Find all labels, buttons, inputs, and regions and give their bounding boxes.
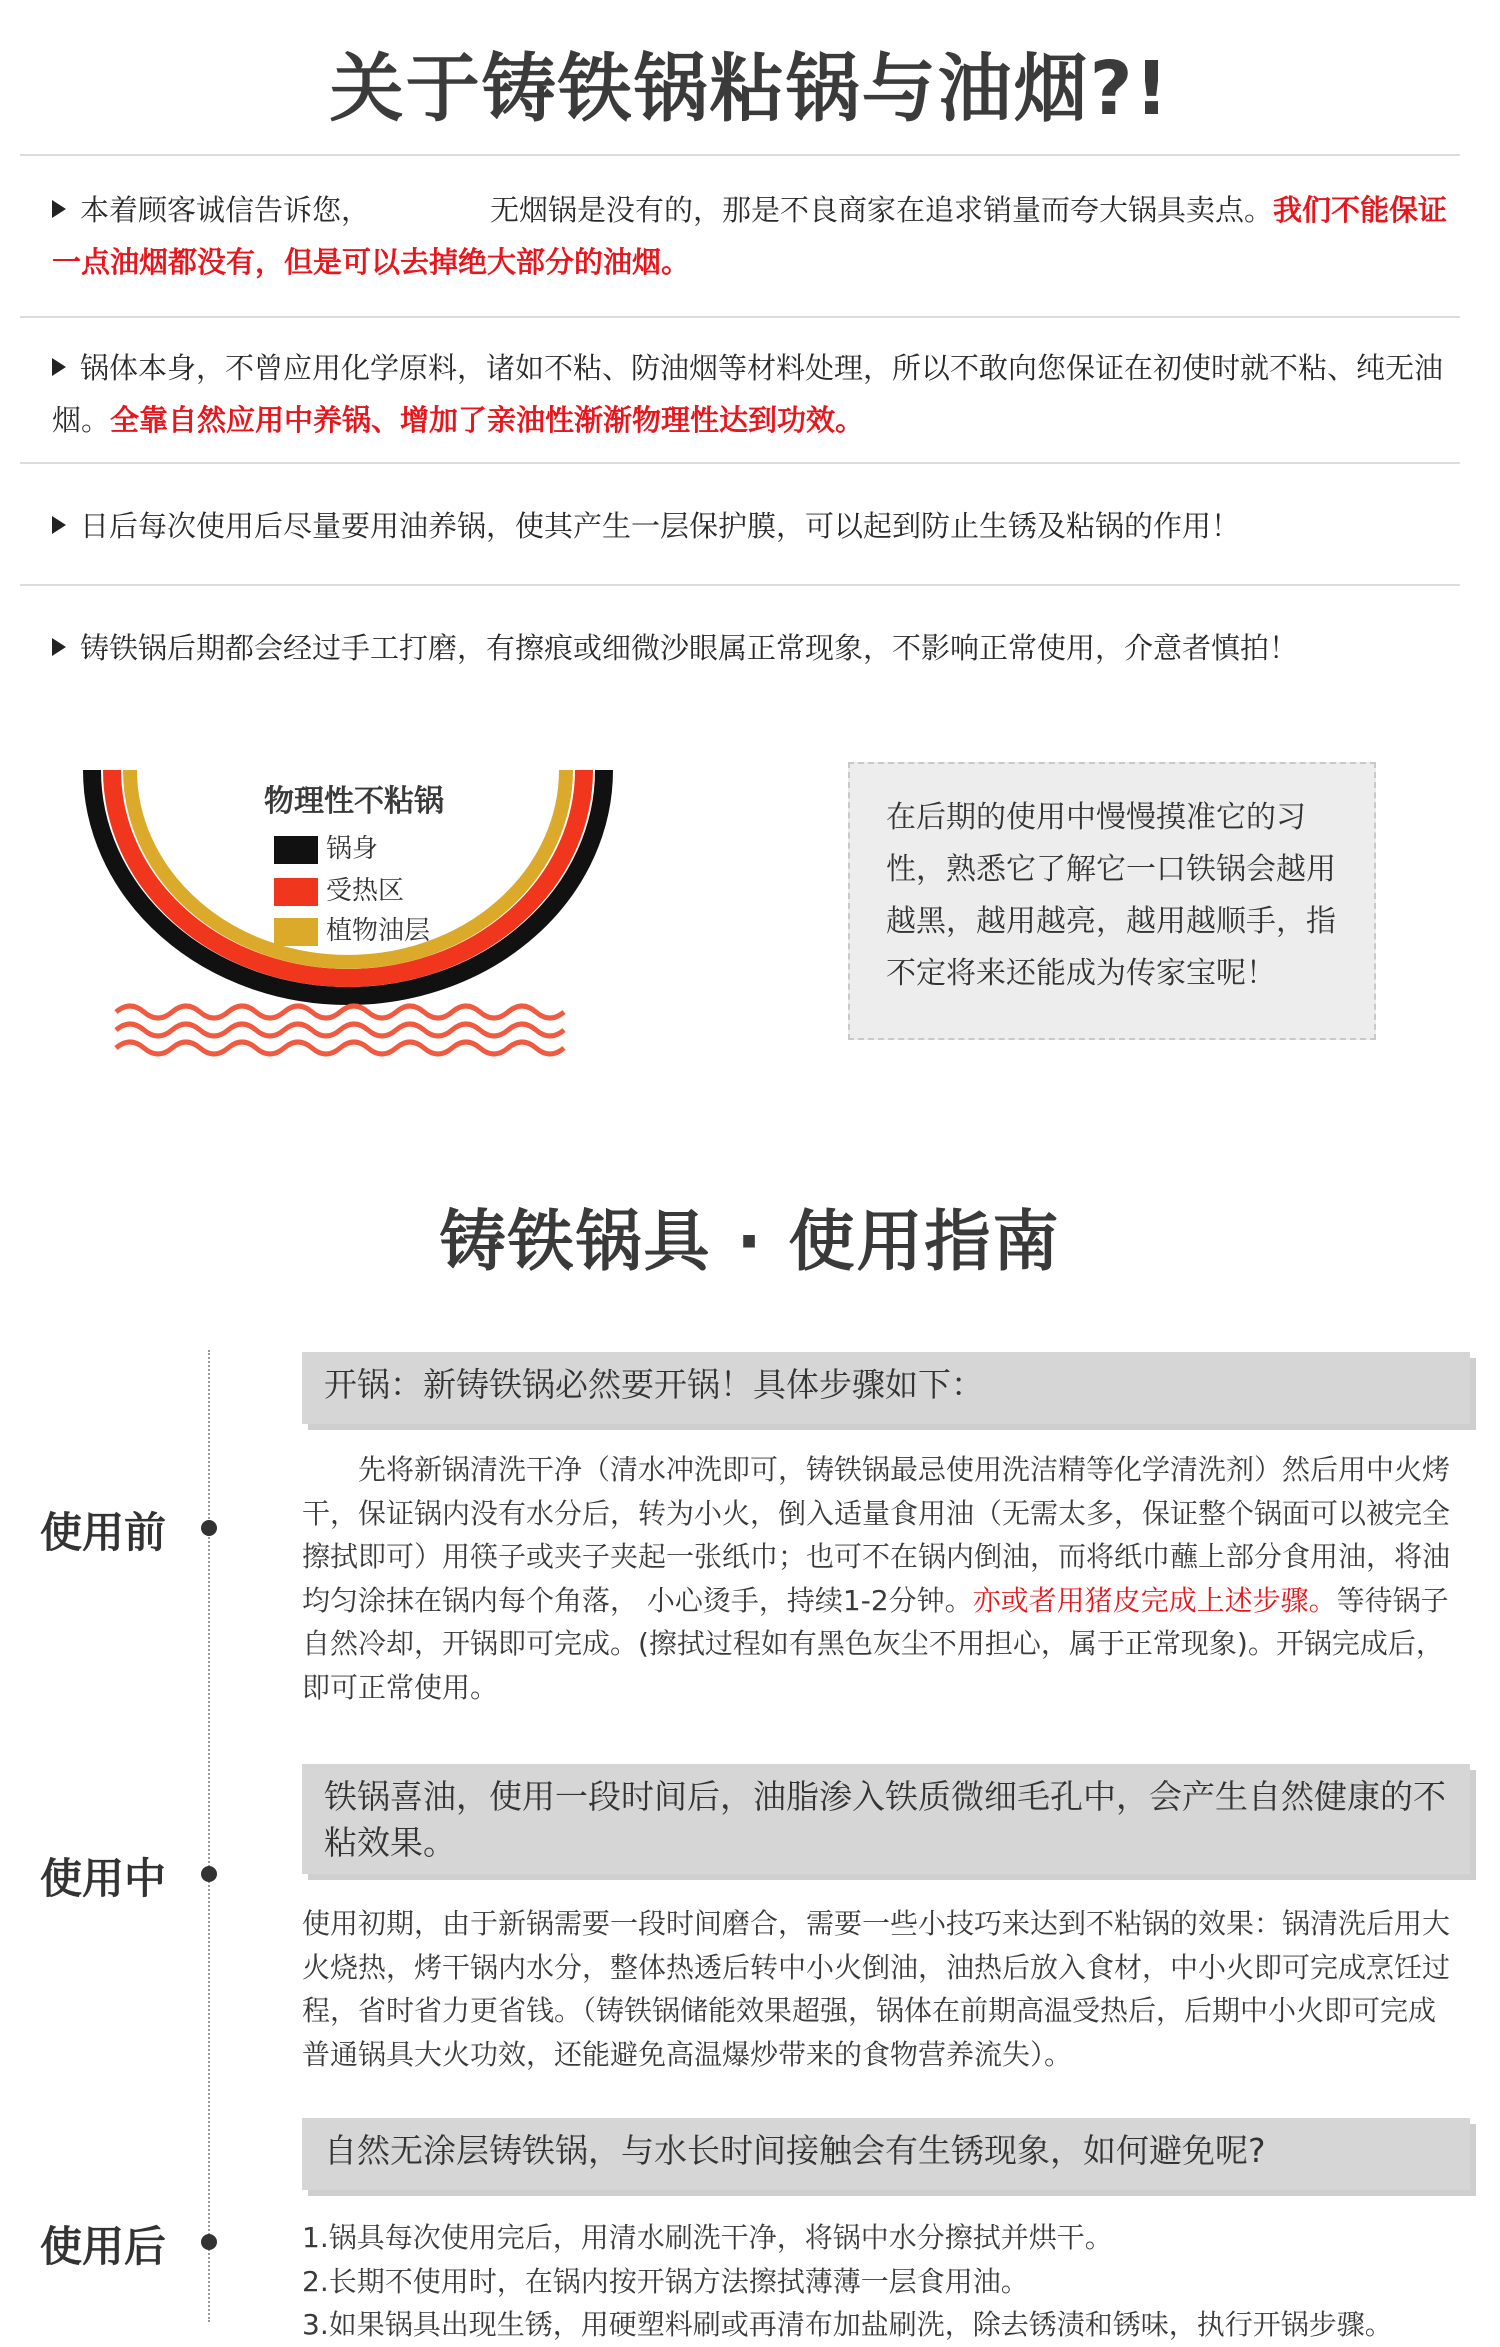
triangle-bullet-icon (52, 638, 66, 656)
note-3 (52, 500, 1452, 552)
note-text-continued: 无烟锅是没有的，那是不良商家在追求销量而夸大锅具卖点。 (490, 193, 1274, 227)
divider (20, 316, 1460, 318)
legend-item-heating-zone (274, 874, 404, 908)
legend-item-oil-layer (274, 914, 430, 948)
phase-text: 先将新锅清洗干净（清水冲洗即可，铸铁锅最忌使用洗洁精等化学清洗剂）然后用中火烤干，保证锅内没有水分后，转为小火，倒入适量食用油（无需太多，保证整个锅面可以被完全擦拭即可）用筷子或夹子夹起一张纸巾；也可不在锅内倒油，而将纸巾蘸上部分食用油，将油均匀涂抹在锅内每个角落， 小心烫手，持续1-2分钟。 (302, 1453, 1451, 1617)
divider (20, 462, 1460, 464)
divider (20, 584, 1460, 586)
legend-label: 受热区 (326, 876, 405, 906)
note-text: 日后每次使用后尽量要用油养锅，使其产生一层保护膜，可以起到防止生锈及粘锅的作用！ (80, 509, 1241, 543)
note-2 (52, 342, 1452, 446)
triangle-bullet-icon (52, 516, 66, 534)
list-item: 1.锅具每次使用完后，用清水刷洗干净，将锅中水分擦拭并烘干。 (302, 2221, 1113, 2254)
timeline-line (208, 1350, 210, 2322)
legend-label: 植物油层 (326, 916, 431, 946)
note-4 (52, 622, 1452, 674)
note-text: 锅体本身，不曾应用化学原料，诸如不粘、防油烟等材料处理，所以不敢向您保证在初使时就不粘、纯无油烟。 (52, 351, 1444, 437)
note-highlight: 我们不能保证一点油烟都没有，但是可以去掉绝大部分的油烟。 (52, 193, 1448, 279)
diagram-title: 物理性不粘锅 (264, 784, 444, 819)
list-item: 3.如果锅具出现生锈，用硬塑料刷或再清布加盐刷洗，除去锈渍和锈味，执行开锅步骤。 (302, 2308, 1393, 2341)
phase-label-during: 使用中 (40, 1854, 167, 1903)
legend-swatch (274, 918, 318, 946)
note-highlight: 全靠自然应用中养锅、增加了亲油性渐渐物理性达到功效。 (110, 403, 865, 437)
note-text: 铸铁锅后期都会经过手工打磨，有擦痕或细微沙眼属正常现象，不影响正常使用，介意者慎拍！ (80, 631, 1299, 665)
phase-bar-during: 铁锅喜油，使用一段时间后，油脂渗入铁质微细毛孔中，会产生自然健康的不粘效果。 (302, 1764, 1470, 1874)
phase-label-after: 使用后 (40, 2222, 167, 2271)
phase-bar-after: 自然无涂层铸铁锅，与水长时间接触会有生锈现象，如何避免呢? (302, 2118, 1470, 2190)
legend-swatch (274, 836, 318, 864)
note-1 (52, 184, 1452, 288)
page-title: 关于铸铁锅粘锅与油烟?! (329, 46, 1171, 132)
note-text: 本着顾客诚信告诉您， (80, 193, 371, 227)
phase-text-after: 等待锅子自然冷却，开锅即可完成。(擦拭过程如有黑色灰尘不用担心，属于正常现象)。开锅完成后，即可正常使用。 (302, 1583, 1449, 1704)
quote-box (848, 762, 1376, 1040)
timeline-dot (201, 2234, 217, 2250)
quote-text: 在后期的使用中慢慢摸准它的习性，熟悉它了解它一口铁锅会越用越黑，越用越亮，越用越顺手，指不定将来还能成为传家宝呢！ (886, 800, 1336, 991)
heat-waves (116, 1006, 564, 1054)
legend-label: 锅身 (326, 834, 379, 864)
triangle-bullet-icon (52, 200, 66, 218)
phase-bar-before: 开锅：新铸铁锅必然要开锅！具体步骤如下： (302, 1352, 1470, 1424)
phase-text-after (302, 2216, 1458, 2347)
list-item: 2.长期不使用时，在锅内按开锅方法擦拭薄薄一层食用油。 (302, 2264, 1029, 2298)
phase-text-before (302, 1448, 1458, 1709)
timeline-dot (201, 1520, 217, 1536)
triangle-bullet-icon (52, 358, 66, 376)
timeline-dot (201, 1866, 217, 1882)
legend-swatch (274, 878, 318, 906)
legend-item-pan-body (274, 832, 378, 866)
phase-highlight: 亦或者用猪皮完成上述步骤。 (972, 1583, 1337, 1617)
phase-text-during: 使用初期，由于新锅需要一段时间磨合，需要一些小技巧来达到不粘锅的效果：锅清洗后用大火烧热，烤干锅内水分，整体热透后转中小火倒油，油热后放入食材，中小火即可完成烹饪过程，省时省力更省钱。（铸铁锅储能效果超强，锅体在前期高温受热后，后期中小火即可完成普通锅具大火功效，还能避免高温爆炒带来的食物营养流失）。 (302, 1907, 1451, 2071)
guide-title: 铸铁锅具 · 使用指南 (439, 1203, 1061, 1280)
phase-label-before: 使用前 (40, 1508, 167, 1557)
divider (20, 154, 1460, 156)
